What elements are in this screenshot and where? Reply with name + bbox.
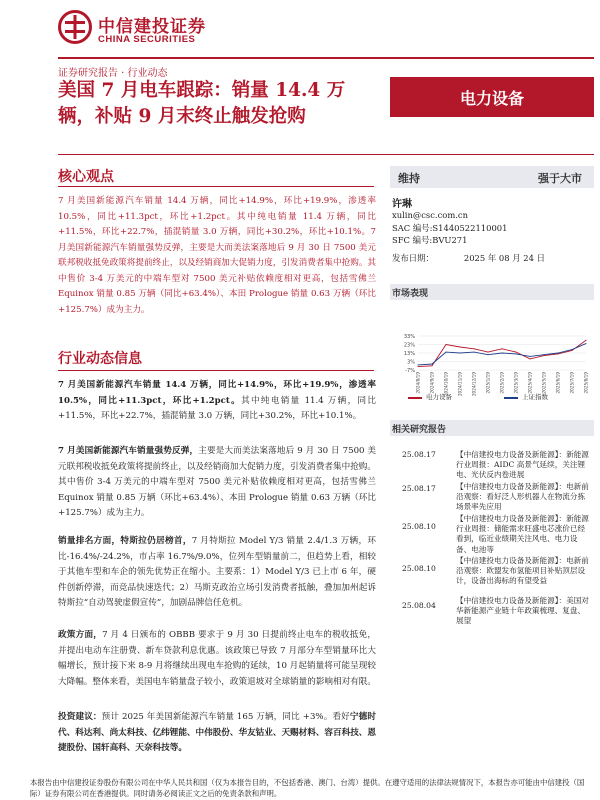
chart-y-tick-label: -7% xyxy=(405,367,415,374)
chart-x-tick-label: 2025/1/19 xyxy=(485,372,491,394)
chart-x-tick-label: 2024/10/19 xyxy=(443,372,449,397)
chart-data-point xyxy=(446,352,447,353)
chart-x-tick-label: 2024/8/19 xyxy=(415,372,421,394)
chart-data-point xyxy=(432,364,433,365)
chart-y-tick-label: 13% xyxy=(403,350,415,357)
chart-y-tick-label: 3% xyxy=(407,359,415,366)
chart-data-point xyxy=(572,349,573,350)
china-securities-logo-icon xyxy=(58,10,92,44)
chart-x-tick-label: 2024/12/19 xyxy=(471,372,477,397)
paragraph-1-lead: 7 月美国新能源汽车销量 14.4 万辆，同比+14.9%，环比+19.9%，渗透率 10.5%，同比+11.3pct，环比+1.2pct。 xyxy=(58,380,376,406)
related-report-date: 25.08.17 xyxy=(402,450,436,459)
legend-industry-swatch xyxy=(408,397,422,399)
related-report-date: 25.08.04 xyxy=(402,601,436,610)
analyst-name: 许琳 xyxy=(392,199,412,210)
industry-info-heading: 行业动态信息 xyxy=(58,351,142,367)
related-report-item[interactable] xyxy=(390,514,594,556)
chart-x-tick-label: 2024/11/19 xyxy=(457,372,463,397)
chart-data-point xyxy=(432,365,433,366)
related-report-title[interactable]: 【中信建投电力设备及新能源】：新能源行业周报：AIDC 高景气延续，关注锂电、光伏反内卷进展 xyxy=(456,450,589,480)
paragraph-4-body: 7 月 4 日颁布的 OBBB 要求于 9 月 30 日提前终止电车的税收抵免，并提出电动车注册费、新车贷款利息优惠。该政策已导致 7 月部分车型销量环比大幅增长，预计接下来 8-9 月将继续出现电车抢购的延续，10 月起销量将可能呈现较大降幅。整体来看，美国电车销量盘子较小，政策退坡对全球销量的影响相对有限。 xyxy=(58,630,376,687)
report-type: 证券研究报告 · 行业动态 xyxy=(58,68,168,79)
disclaimer: 本报告由中信建投证券股份有限公司在中华人民共和国（仅为本报告目的，不包括香港、澳门、台湾）提供。在遵守适用的法律法规情况下，本报告亦可能由中信建投（国际）证券有限公司在香港提供。同时请务必阅读正文之后的免责条款和声明。 xyxy=(30,778,585,798)
chart-data-point xyxy=(586,343,587,344)
paragraph-3-lead: 销量排名方面，特斯拉仍居榜首， xyxy=(58,536,192,546)
analyst-sfc: SFC 编号:BVU271 xyxy=(392,235,468,245)
paragraph-3-body: 7 月特斯拉 Model Y/3 销量 2.4/1.3 万辆，环比-16.4%/-24.2%，市占率 16.7%/9.0%，位列车型销量前二，但趋势上看，相较于其他车型和车企的领先优势正在缩小。主要系：1）Model Y/3 已上市 6 年，硬件创新停滞，而竞品快速迭代；2）马斯克政治立场引发消费者抵触，叠加加州起诉特斯拉“自动驾驶虚假宣传”，加剧品牌信任危机。 xyxy=(58,536,376,608)
rating-value: 强于大市 xyxy=(538,172,582,185)
analyst-sac: SAC 编号:S1440522110001 xyxy=(392,223,508,233)
chart-data-point xyxy=(516,353,517,354)
chart-data-point xyxy=(530,356,531,357)
chart-legend xyxy=(408,392,578,406)
related-report-title[interactable]: 【中信建投电力设备及新能源】：电新前沿观察：欧盟发布氢能项目补贴顶层设计，设备出海标的有望受益 xyxy=(456,556,589,586)
related-report-item[interactable] xyxy=(390,482,594,512)
chart-data-point xyxy=(544,354,545,355)
title-divider xyxy=(58,154,594,155)
chart-y-tick-label: 23% xyxy=(403,342,415,349)
chart-data-point xyxy=(530,358,531,359)
industry-label: 电力设备 xyxy=(390,77,594,117)
investment-advice-lead: 投资建议： xyxy=(58,712,102,722)
brand-name-cn: 中信建投证券 xyxy=(98,17,206,37)
related-reports-heading: 相关研究报告 xyxy=(390,420,594,436)
related-report-title[interactable]: 【中信建投电力设备及新能源】：电新前沿观察：看好泛人形机器人在物流分拣场景率先应用 xyxy=(456,482,589,512)
related-report-title[interactable]: 【中信建投电力设备及新能源】：新能源行业周报：储能需求旺盛电芯涨价已经看到，临近业绩期关注风电、电力设备、电池等 xyxy=(456,514,589,554)
industry-info-divider xyxy=(58,370,374,371)
chart-data-point xyxy=(460,347,461,348)
header-divider xyxy=(58,57,594,59)
market-box-heading: 市场表现 xyxy=(390,284,594,300)
chart-data-point xyxy=(474,352,475,353)
investment-advice-companies: 宁德时代、科达利、尚太科技、亿纬锂能、中伟股份、华友钴业、天赐材料、容百科技、恩捷股份、国轩高科、天奈科技等。 xyxy=(58,712,376,753)
related-report-item[interactable] xyxy=(390,596,594,626)
related-report-date: 25.08.10 xyxy=(402,564,436,573)
chart-data-point xyxy=(502,353,503,354)
chart-data-point xyxy=(516,352,517,353)
chart-x-tick-label: 2025/5/19 xyxy=(541,372,547,394)
chart-x-tick-label: 2025/8/19 xyxy=(583,372,589,394)
chart-x-tick-label: 2025/7/19 xyxy=(569,372,575,394)
industry-paragraph-2 xyxy=(58,444,376,522)
investment-advice-body: 预计 2025 年美国新能源汽车销量 165 万辆，同比 +3%。看好 xyxy=(101,712,350,722)
industry-paragraph-4 xyxy=(58,628,376,690)
brand-logo xyxy=(58,8,218,48)
industry-paragraph-3 xyxy=(58,534,376,612)
chart-data-point xyxy=(586,340,587,341)
paragraph-4-lead: 政策方面， xyxy=(58,630,103,640)
report-title: 美国 7 月电车跟踪：销量 14.4 万辆，补贴 9 月末终止触发抢购 xyxy=(58,80,346,127)
paragraph-2-body: 主要是大而美法案落地后 9 月 30 日 7500 美元联邦税收抵免政策将提前终止，以及经销商加大促销力度，引发消费者集中抢购。其中售价 3-4 万美元的中端车型对 7500 美元补贴依赖度相对更高，包括雪佛兰 Equinox 销量 0.85 万辆（环比+63.4%）、本田 Prologue 销量 0.63 万辆（环比+125.7%）成为主力。 xyxy=(58,446,376,518)
investment-advice xyxy=(58,710,376,757)
chart-x-tick-label: 2024/9/19 xyxy=(429,372,435,394)
chart-data-point xyxy=(446,344,447,345)
chart-data-point xyxy=(474,348,475,349)
related-report-item[interactable] xyxy=(390,450,594,480)
publish-date-line xyxy=(392,252,545,264)
rating-label: 维持 xyxy=(398,172,420,185)
chart-y-tick-label: 33% xyxy=(403,333,415,340)
chart-x-tick-label: 2025/4/19 xyxy=(527,372,533,394)
industry-paragraph-1 xyxy=(58,378,376,425)
core-view-divider xyxy=(58,186,374,187)
chart-data-point xyxy=(488,354,489,355)
related-report-item[interactable] xyxy=(390,556,594,596)
analyst-email[interactable]: xulin@csc.com.cn xyxy=(392,210,469,220)
paragraph-2-lead: 7 月美国新能源汽车销量强势反弹， xyxy=(58,446,199,456)
chart-data-point xyxy=(558,353,559,354)
chart-x-tick-label: 2025/2/19 xyxy=(499,372,505,394)
chart-data-point xyxy=(460,353,461,354)
chart-x-tick-label: 2025/6/19 xyxy=(555,372,561,394)
publish-date-label: 发布日期： xyxy=(392,253,434,263)
chart-data-point xyxy=(488,352,489,353)
related-report-date: 25.08.17 xyxy=(402,484,436,493)
brand-name-en: CHINA SECURITIES xyxy=(98,34,196,45)
chart-series-line xyxy=(418,344,586,365)
core-view-heading: 核心观点 xyxy=(58,169,114,185)
related-report-title[interactable]: 【中信建投电力设备及新能源】：美国对华新能源产业链十年政策梳理、复盘、展望 xyxy=(456,596,589,626)
rating-bar xyxy=(390,166,594,188)
legend-index-swatch xyxy=(504,397,518,399)
chart-data-point xyxy=(418,366,419,367)
chart-x-tick-label: 2025/3/19 xyxy=(513,372,519,394)
paragraph-1-body: 其中纯电销量 11.4 万辆，同比+11.5%，环比+22.7%，插混销量 3.0 万辆，同比+30.2%，环比+10.1%。 xyxy=(58,395,376,421)
legend-index-label: 上证指数 xyxy=(522,393,548,401)
chart-data-point xyxy=(502,348,503,349)
core-view-text: 7 月美国新能源汽车销量 14.4 万辆，同比+14.9%，环比+19.9%，渗透率 10.5%，同比+11.3pct，环比+1.2pct。其中纯电销量 11.4 万辆，同比+11.5%，环比+22.7%，插混销量 3.0 万辆，同比+30.2%，环比+10.1%。7 月美国新能源汽车销量强势反弹，主要是大而美法案落地后 9 月 30 日 7500 美元联邦税收抵免政策将提前终止，以及经销商加大促销力度，引发消费者集中抢购。其中售价 3-4 万美元的中端车型对 7500 美元补贴依赖度相对更高，包括雪佛兰 Equinox 销量 0.85 万辆（同比+63.4%）、本田 Prologue 销量 0.63 万辆（环比+125.7%）成为主力。 xyxy=(58,196,376,315)
legend-industry-label: 电力设备 xyxy=(426,393,452,401)
related-report-date: 25.08.10 xyxy=(402,522,436,531)
chart-data-point xyxy=(418,364,419,365)
publish-date: 2025 年 08 月 24 日 xyxy=(463,253,545,263)
